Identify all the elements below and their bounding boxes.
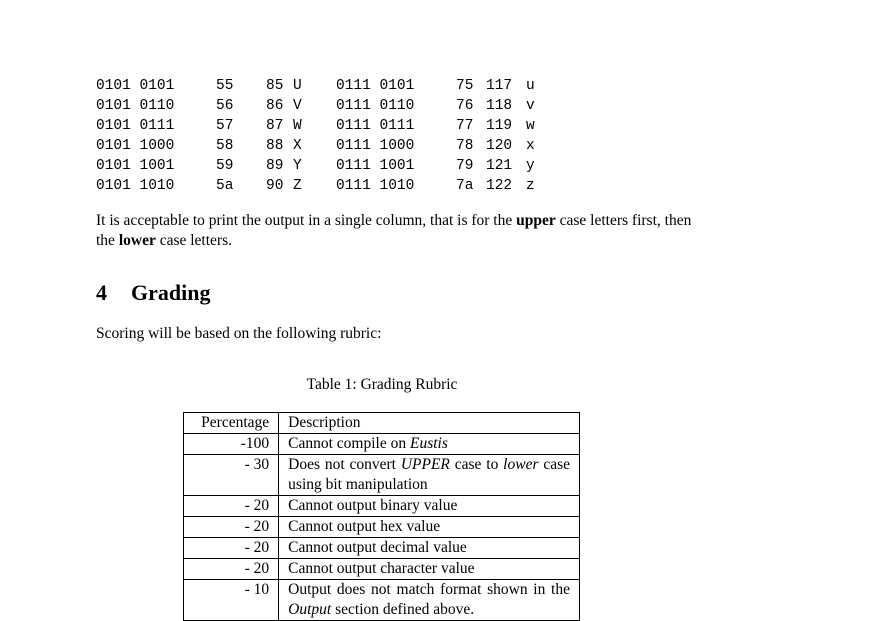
table-row: [184, 580, 580, 621]
ascii-row: [96, 156, 546, 176]
char-lower: x: [526, 138, 535, 154]
grading-rubric-table: [183, 412, 580, 621]
hex-lower: 77: [456, 118, 474, 134]
description-emphasis: Output: [288, 601, 332, 618]
rubric-intro: Scoring will be based on the following rubric:: [96, 325, 382, 342]
binary-upper: 0101 0110: [96, 98, 175, 114]
row-percentage: -100: [184, 434, 279, 455]
ascii-row: [96, 76, 546, 96]
row-description: [279, 455, 580, 496]
hex-lower: 79: [456, 158, 474, 174]
description-emphasis: UPPER: [400, 456, 450, 473]
char-lower: u: [526, 78, 535, 94]
description-text: Cannot output character value: [288, 560, 475, 577]
binary-lower: 0111 1001: [336, 158, 415, 174]
ascii-row: [96, 116, 546, 136]
section-title: Grading: [131, 280, 211, 305]
decimal-upper: 90: [266, 178, 284, 194]
section-heading: [96, 280, 210, 306]
decimal-lower: 117: [486, 78, 513, 94]
row-percentage: - 30: [184, 455, 279, 496]
header-percentage: Percentage: [184, 413, 279, 434]
binary-upper: 0101 0111: [96, 118, 175, 134]
description-text: Cannot output binary value: [288, 497, 458, 514]
char-upper: V: [293, 98, 302, 114]
description-text: Cannot output hex value: [288, 518, 441, 535]
decimal-lower: 119: [486, 118, 513, 134]
char-upper: U: [293, 78, 302, 94]
hex-upper: 59: [216, 158, 234, 174]
decimal-upper: 87: [266, 118, 284, 134]
table-row: [184, 517, 580, 538]
char-lower: y: [526, 158, 535, 174]
table-row: [184, 559, 580, 580]
char-upper: Z: [293, 178, 302, 194]
char-upper: W: [293, 118, 302, 134]
note-lower-bold: lower: [118, 232, 156, 249]
hex-upper: 58: [216, 138, 234, 154]
description-text: Does not convert: [288, 456, 401, 473]
row-description: [279, 496, 580, 517]
description-emphasis: lower: [503, 456, 539, 473]
description-emphasis: Eustis: [409, 435, 448, 452]
row-percentage: - 20: [184, 559, 279, 580]
char-upper: X: [293, 138, 302, 154]
table-row: [184, 496, 580, 517]
ascii-row: [96, 136, 546, 156]
description-text: Cannot compile on: [288, 435, 410, 452]
decimal-lower: 120: [486, 138, 513, 154]
description-text: section defined above.: [331, 601, 475, 618]
row-description: [279, 559, 580, 580]
note-text: case letters.: [155, 232, 232, 249]
description-text: Output does not match format shown in the: [288, 581, 570, 598]
row-percentage: - 10: [184, 580, 279, 621]
row-description: [279, 517, 580, 538]
decimal-lower: 118: [486, 98, 513, 114]
decimal-lower: 121: [486, 158, 513, 174]
row-description: [279, 434, 580, 455]
single-column-note: [96, 211, 696, 251]
hex-upper: 55: [216, 78, 234, 94]
hex-lower: 78: [456, 138, 474, 154]
description-text: Cannot output decimal value: [288, 539, 467, 556]
ascii-row: [96, 96, 546, 116]
row-percentage: - 20: [184, 517, 279, 538]
row-description: [279, 538, 580, 559]
decimal-lower: 122: [486, 178, 513, 194]
note-text: case letters first, then the: [96, 212, 692, 249]
row-percentage: - 20: [184, 496, 279, 517]
binary-upper: 0101 0101: [96, 78, 175, 94]
char-lower: w: [526, 118, 535, 134]
binary-lower: 0111 1000: [336, 138, 415, 154]
decimal-upper: 88: [266, 138, 284, 154]
hex-upper: 56: [216, 98, 234, 114]
section-number: 4: [96, 280, 107, 305]
decimal-upper: 85: [266, 78, 284, 94]
table-caption: Table 1: Grading Rubric: [306, 376, 458, 393]
header-description: Description: [279, 413, 580, 434]
hex-upper: 5a: [216, 178, 234, 194]
description-text: case using bit manipulation: [288, 456, 570, 493]
note-upper-bold: upper: [516, 212, 556, 229]
hex-lower: 75: [456, 78, 474, 94]
table-row: [184, 434, 580, 455]
hex-upper: 57: [216, 118, 234, 134]
hex-lower: 7a: [456, 178, 474, 194]
char-upper: Y: [293, 158, 302, 174]
table-row: [184, 538, 580, 559]
ascii-row: [96, 176, 546, 196]
note-text: It is acceptable to print the output in a single column, that is for the: [96, 212, 517, 229]
row-description: [279, 580, 580, 621]
binary-upper: 0101 1000: [96, 138, 175, 154]
binary-upper: 0101 1010: [96, 178, 175, 194]
binary-lower: 0111 0111: [336, 118, 415, 134]
ascii-output-table: [96, 76, 546, 196]
decimal-upper: 86: [266, 98, 284, 114]
binary-upper: 0101 1001: [96, 158, 175, 174]
table-row: [184, 455, 580, 496]
binary-lower: 0111 0110: [336, 98, 415, 114]
table-header-row: [184, 413, 580, 434]
char-lower: v: [526, 98, 535, 114]
hex-lower: 76: [456, 98, 474, 114]
binary-lower: 0111 1010: [336, 178, 415, 194]
row-percentage: - 20: [184, 538, 279, 559]
binary-lower: 0111 0101: [336, 78, 415, 94]
decimal-upper: 89: [266, 158, 284, 174]
description-text: case to: [449, 456, 504, 473]
char-lower: z: [526, 178, 535, 194]
